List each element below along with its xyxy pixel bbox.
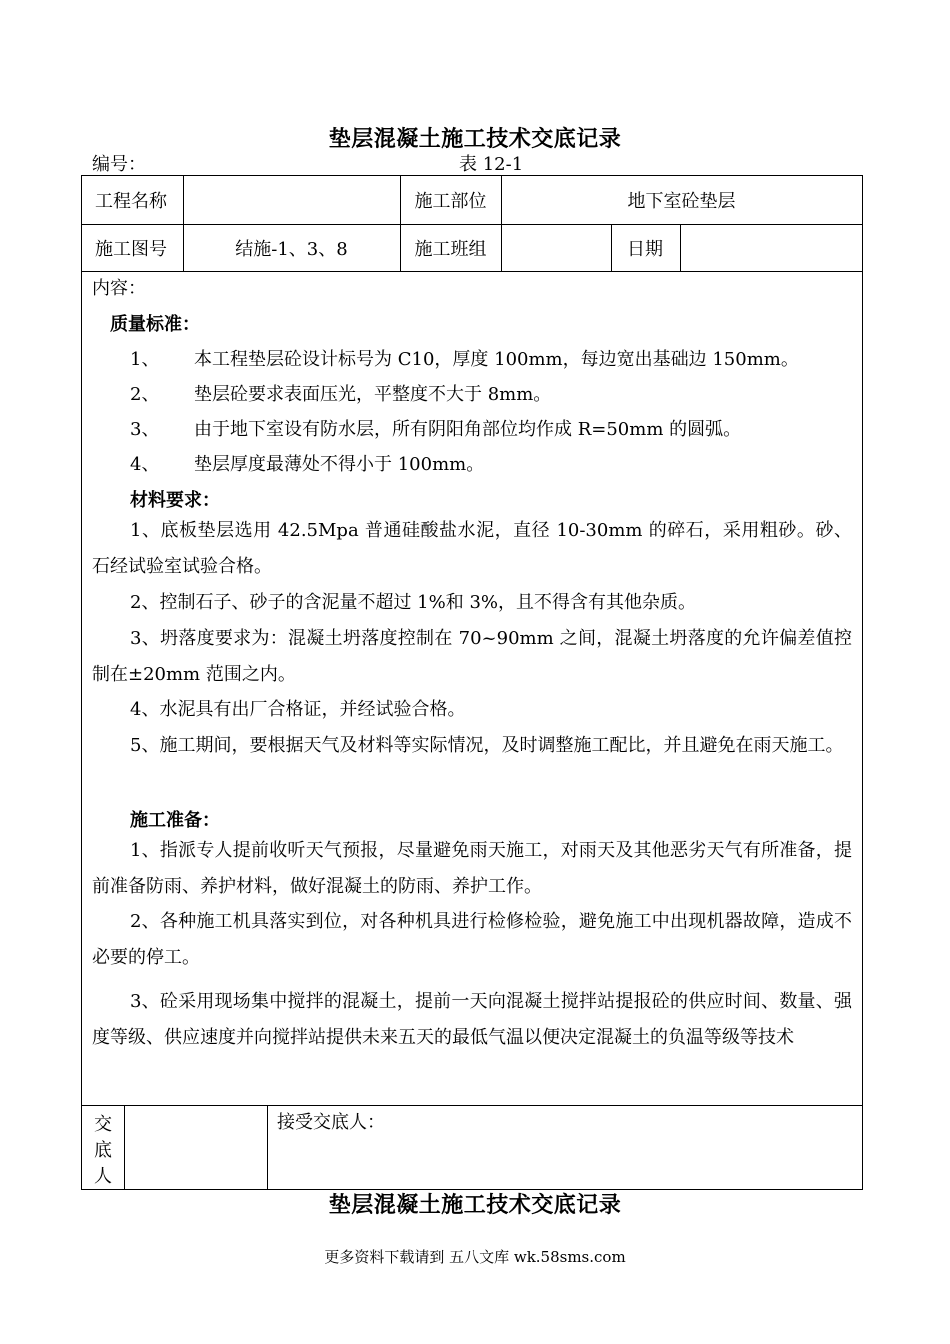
- team-value: [501, 225, 611, 271]
- quality-item-number: 3、: [130, 419, 160, 440]
- quality-item-text: 本工程垫层砼设计标号为 C10，厚度 100mm，每边宽出基础边 150mm。: [194, 349, 799, 370]
- handover-char: 人: [94, 1166, 112, 1187]
- prep-item: 3、砼采用现场集中搅拌的混凝土，提前一天向混凝土搅拌站提报砼的供应时间、数量、强度等级、供应速度并向搅拌站提供未来五天的最低气温以便决定混凝土的负温等级等技术: [92, 991, 852, 1048]
- project-name-value: [183, 176, 400, 224]
- quality-item: [130, 345, 799, 371]
- prep-item: 2、各种施工机具落实到位，对各种机具进行检修检验，避免施工中出现机器故障，造成不必要的停工。: [92, 911, 852, 968]
- handover-person-label: [82, 1106, 124, 1189]
- quality-item-text: 由于地下室设有防水层，所有阴阳角部位均作成 R=50mm 的圆弧。: [194, 419, 742, 440]
- footer-text: 更多资料下载请到 五八文库 wk.58sms.com: [324, 1248, 626, 1266]
- quality-item-text: 垫层厚度最薄处不得小于 100mm。: [194, 454, 485, 475]
- document-title: 垫层混凝土施工技术交底记录: [328, 126, 622, 152]
- material-heading: 材料要求：: [130, 490, 220, 511]
- material-item: 4、水泥具有出厂合格证，并经试验合格。: [130, 699, 466, 720]
- receiver-label: 接受交底人：: [277, 1112, 385, 1133]
- divider: [124, 1106, 125, 1189]
- material-item: 2、控制石子、砂子的含泥量不超过 1%和 3%，且不得含有其他杂质。: [130, 592, 697, 613]
- quality-item: [130, 450, 484, 476]
- content-label: 内容：: [92, 278, 146, 299]
- code-label: 编号：: [92, 154, 146, 175]
- drawing-value: 结施-1、3、8: [235, 239, 348, 260]
- quality-item: [130, 380, 551, 406]
- quality-heading: 质量标准：: [110, 314, 200, 335]
- part-label: 施工部位: [414, 191, 487, 212]
- handover-char: 底: [94, 1140, 112, 1161]
- project-name-label: 工程名称: [95, 191, 167, 212]
- date-value: [680, 225, 862, 271]
- material-item: 5、施工期间，要根据天气及材料等实际情况，及时调整施工配比，并且避免在雨天施工。: [130, 735, 844, 756]
- table-row-project: [82, 176, 862, 225]
- signoff-row: [82, 1106, 862, 1189]
- quality-item-number: 4、: [130, 454, 160, 475]
- divider: [267, 1106, 268, 1189]
- date-label: 日期: [627, 239, 663, 260]
- table-row-drawing: [82, 225, 862, 272]
- material-item: 3、坍落度要求为：混凝土坍落度控制在 70~90mm 之间，混凝土坍落度的允许偏差值控制在±20mm 范围之内。: [92, 628, 852, 685]
- document-title-repeat: 垫层混凝土施工技术交底记录: [328, 1192, 622, 1218]
- part-value: 地下室砼垫层: [627, 191, 736, 212]
- drawing-label: 施工图号: [95, 239, 167, 260]
- handover-char: 交: [94, 1114, 112, 1135]
- prep-heading: 施工准备：: [130, 810, 220, 831]
- quality-item-text: 垫层砼要求表面压光，平整度不大于 8mm。: [194, 384, 552, 405]
- quality-item-number: 1、: [130, 349, 160, 370]
- record-table: [81, 175, 863, 1190]
- quality-item-number: 2、: [130, 384, 160, 405]
- content-section: [82, 272, 862, 1106]
- prep-item: 1、指派专人提前收听天气预报，尽量避免雨天施工，对雨天及其他恶劣天气有所准备，提前准备防雨、养护材料，做好混凝土的防雨、养护工作。: [92, 840, 852, 897]
- team-label: 施工班组: [414, 239, 487, 260]
- material-item: 1、底板垫层选用 42.5Mpa 普通硅酸盐水泥，直径 10-30mm 的碎石，采用粗砂。砂、石经试验室试验合格。: [92, 520, 852, 577]
- quality-item: [130, 415, 741, 441]
- form-number: 表 12-1: [459, 154, 524, 175]
